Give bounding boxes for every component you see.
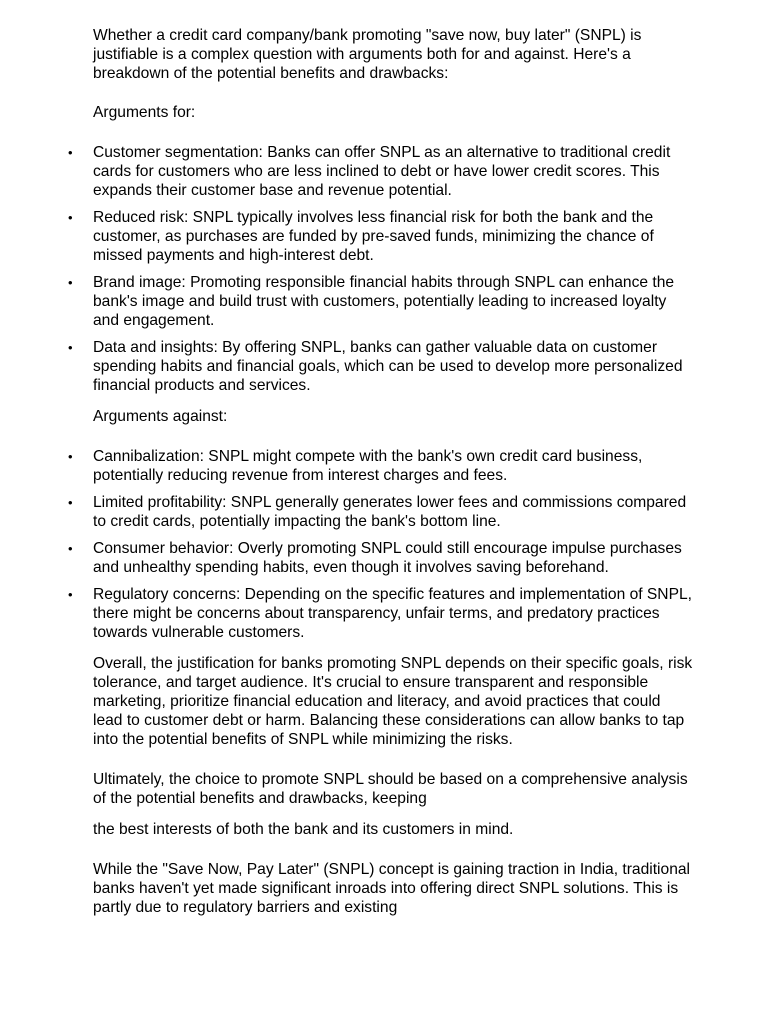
list-item-text: Data and insights: By offering SNPL, banks can gather valuable data on customer spending habits and financial goals, which can be used to develop more personalized financial products and services.: [93, 339, 683, 394]
list-item-text: Regulatory concerns: Depending on the specific features and implementation of SNPL, there might be concerns about transparency, unfair terms, and predatory practices towards vulnerable customers.: [93, 586, 692, 641]
arguments-for-heading: Arguments for:: [93, 104, 196, 121]
list-item-text: Limited profitability: SNPL generally generates lower fees and commissions compared to credit cards, potentially impacting the bank's bottom line.: [93, 494, 687, 530]
list-item-text: Consumer behavior: Overly promoting SNPL could still encourage impulse purchases and unhealthy spending habits, even though it involves saving beforehand.: [93, 540, 682, 576]
list-item: [68, 585, 693, 642]
list-item: [68, 143, 693, 200]
document-page: [68, 26, 693, 917]
arguments-against-list: [68, 447, 693, 642]
list-item-text: Cannibalization: SNPL might compete with the bank's own credit card business, potentially reducing revenue from interest charges and fees.: [93, 448, 643, 484]
arguments-for-list: [68, 143, 693, 395]
overall-paragraph: Overall, the justification for banks promoting SNPL depends on their specific goals, risk tolerance, and target audience. It's crucial to ensure transparent and responsible marketing, prioritize financial education and literacy, and avoid practices that could lead to customer debt or harm. Balancing these considerations can allow banks to tap into the potential benefits of SNPL while minimizing the risks.: [93, 655, 693, 748]
intro-paragraph: Whether a credit card company/bank promoting "save now, buy later" (SNPL) is justifiable is a complex question with arguments both for and against. Here's a breakdown of the potential benefits and drawbacks:: [93, 27, 642, 82]
ultimately-paragraph: Ultimately, the choice to promote SNPL should be based on a comprehensive analysis of the potential benefits and drawbacks, keeping: [93, 771, 688, 807]
list-item: [68, 208, 693, 265]
list-item: [68, 338, 693, 395]
list-item-text: Reduced risk: SNPL typically involves less financial risk for both the bank and the customer, as purchases are funded by pre-saved funds, minimizing the chance of missed payments and high-interest debt.: [93, 209, 654, 264]
bullet-icon: •: [68, 541, 73, 556]
list-item-text: Brand image: Promoting responsible financial habits through SNPL can enhance the bank's image and build trust with customers, potentially leading to increased loyalty and engagement.: [93, 274, 675, 329]
list-item: [68, 447, 693, 485]
list-item-text: Customer segmentation: Banks can offer SNPL as an alternative to traditional credit cards for customers who are less inclined to debt or have lower credit scores. This expands their customer base and revenue potential.: [93, 144, 671, 199]
bullet-icon: •: [68, 587, 73, 602]
list-item: [68, 539, 693, 577]
list-item: [68, 493, 693, 531]
ultimately-continuation: the best interests of both the bank and its customers in mind.: [93, 821, 514, 838]
bullet-icon: •: [68, 495, 73, 510]
arguments-against-heading: Arguments against:: [93, 408, 228, 425]
india-paragraph: While the "Save Now, Pay Later" (SNPL) concept is gaining traction in India, traditional banks haven't yet made significant inroads into offering direct SNPL solutions. This is partly due to regulatory barriers and existing: [93, 861, 691, 916]
bullet-icon: •: [68, 449, 73, 464]
list-item: [68, 273, 693, 330]
bullet-icon: •: [68, 275, 73, 290]
bullet-icon: •: [68, 340, 73, 355]
bullet-icon: •: [68, 210, 73, 225]
bullet-icon: •: [68, 145, 73, 160]
